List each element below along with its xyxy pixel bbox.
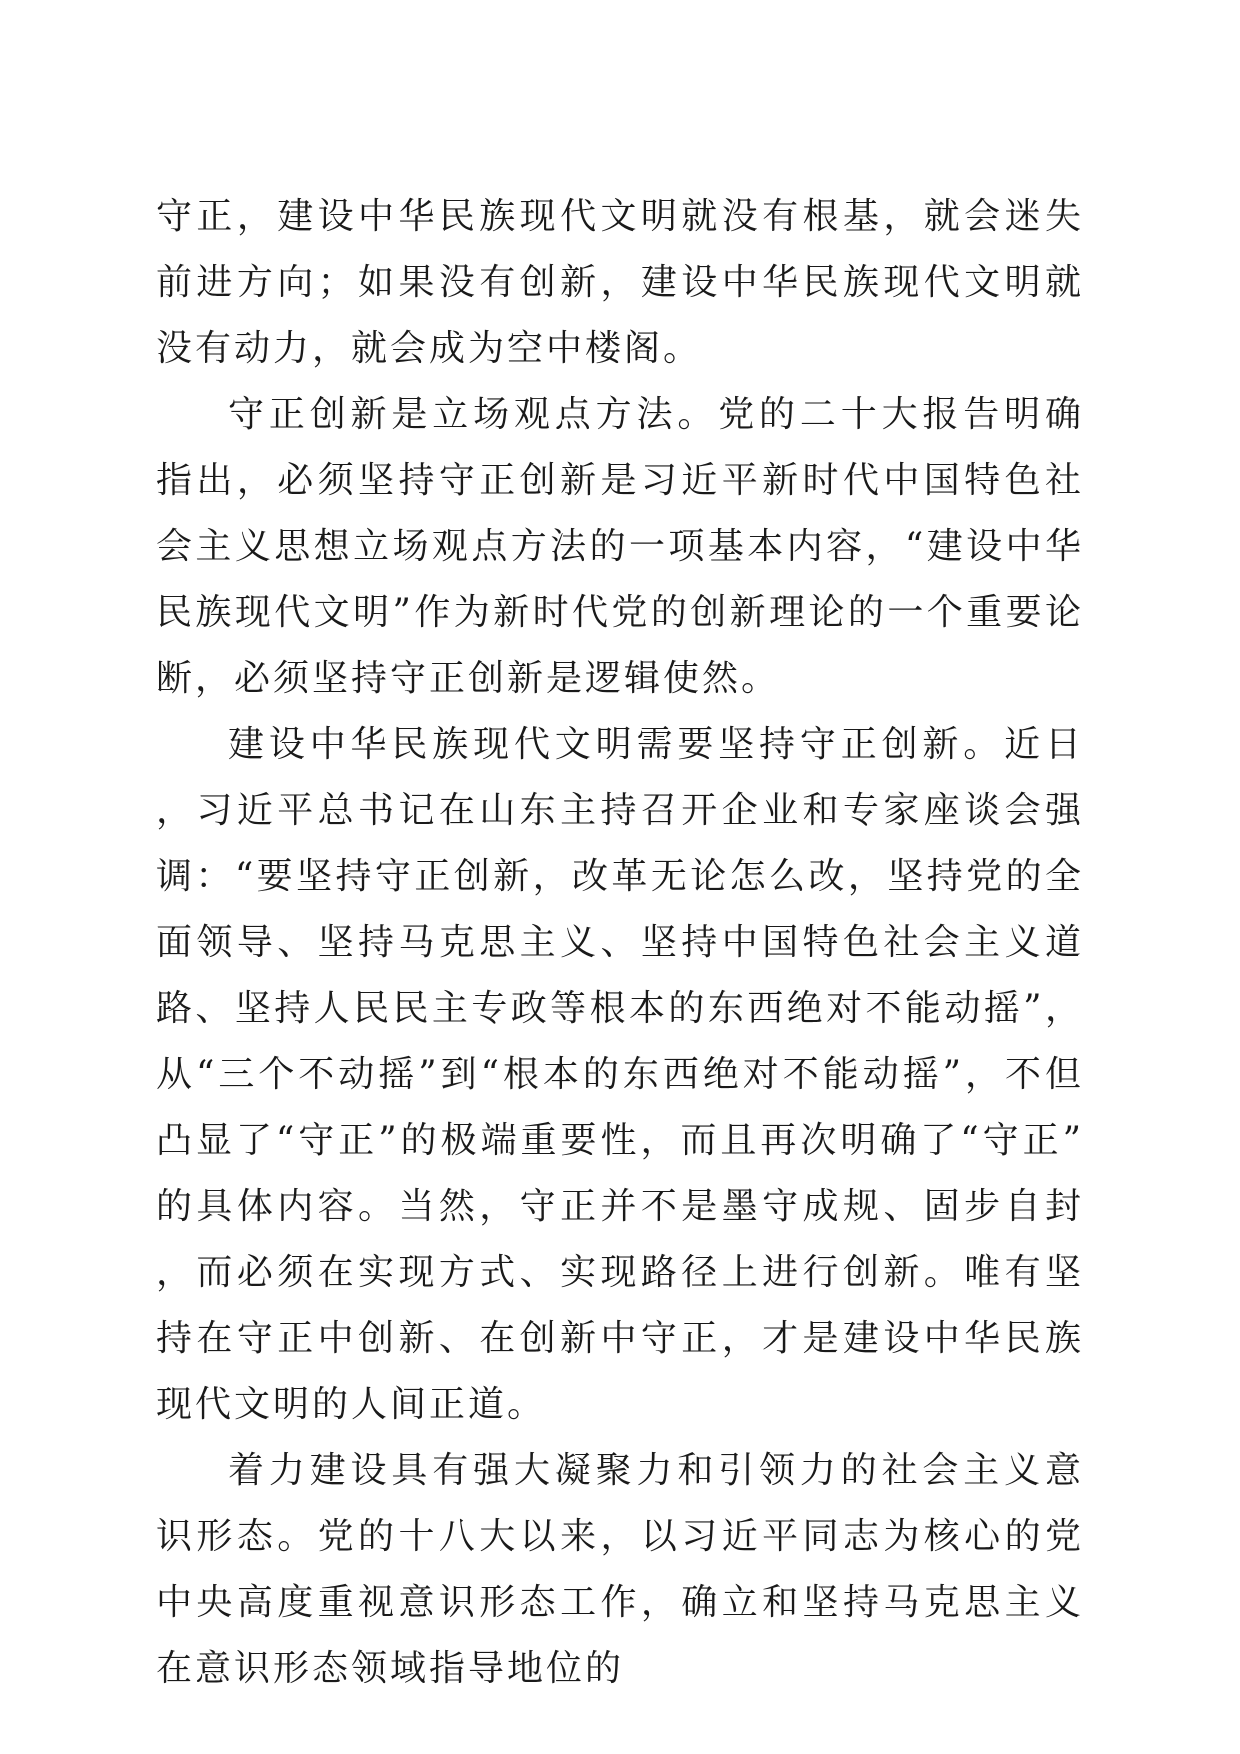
paragraph-method: 守正创新是立场观点方法。党的二十大报告明确指出，必须坚持守正创新是习近平新时代中国特色社会主义思想立场观点方法的一项基本内容，“建设中华民族现代文明”作为新时代党的创新理论的一个重要论断，必须坚持守正创新是逻辑使然。 — [156, 394, 1084, 699]
paragraph-ideology: 着力建设具有强大凝聚力和引领力的社会主义意识形态。党的十八大以来，以习近平同志为核心的党中央高度重视意识形态工作，确立和坚持马克思主义在意识形态领域指导地位的 — [156, 1450, 1084, 1689]
paragraph-continuation: 守正，建设中华民族现代文明就没有根基，就会迷失前进方向；如果没有创新，建设中华民族现代文明就没有动力，就会成为空中楼阁。 — [156, 196, 1084, 369]
document-body — [156, 184, 1084, 1702]
paragraph-persist: 建设中华民族现代文明需要坚持守正创新。近日，习近平总书记在山东主持召开企业和专家座谈会强调：“要坚持守正创新，改革无论怎么改，坚持党的全面领导、坚持马克思主义、坚持中国特色社会主义道路、坚持人民民主专政等根本的东西绝对不能动摇”，从“三个不动摇”到“根本的东西绝对不能动摇”，不但凸显了“守正”的极端重要性，而且再次明确了“守正”的具体内容。当然，守正并不是墨守成规、固步自封，而必须在实现方式、实现路径上进行创新。唯有坚持在守正中创新、在创新中守正，才是建设中华民族现代文明的人间正道。 — [156, 724, 1084, 1425]
